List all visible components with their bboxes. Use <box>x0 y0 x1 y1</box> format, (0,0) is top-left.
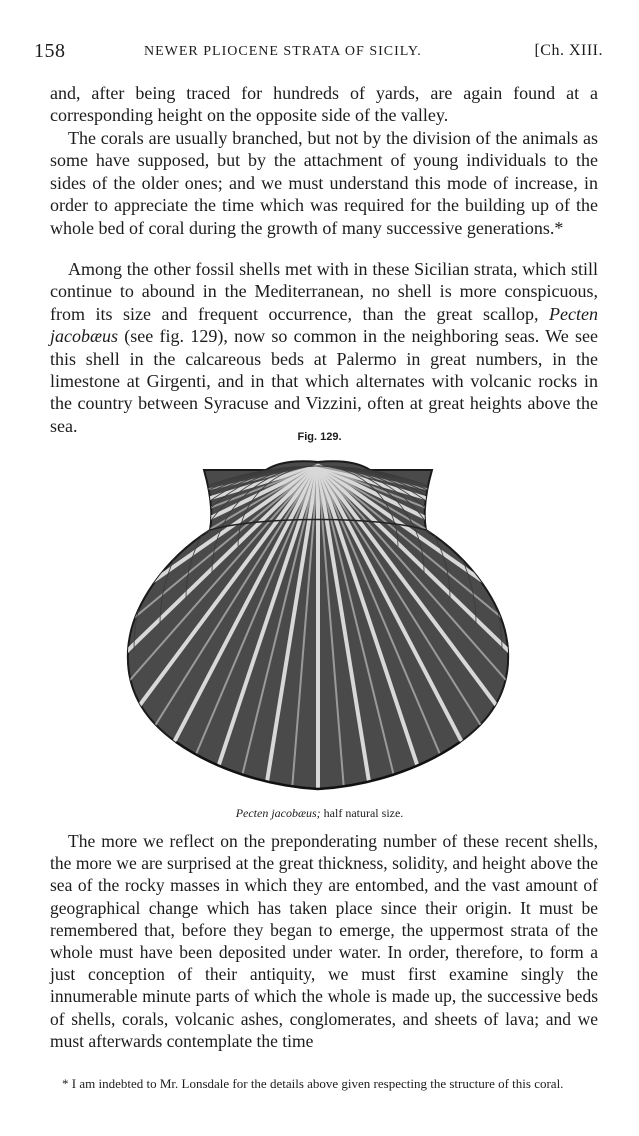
paragraph-corals: The corals are usually branched, but not by the division of the animals as some have supposed, but by the attachment of young individuals to the sides of the older ones; and we must understand this mode of increase, in order to appreciate the time which was required for the building up of the whole bed of coral during the growth of many successive generations.* <box>50 128 598 238</box>
chapter-label: [Ch. XIII. <box>534 42 603 59</box>
paragraph-pecten-text-b: (see fig. 129), now so common in the neighboring seas. We see this shell in the calcareous beds at Palermo in great numbers, in the limestone at Girgenti, and in that which alternates with volcanic rocks in the country between Syracuse and Vizzini, often at great heights above the sea. <box>50 326 598 436</box>
caption-species: Pecten jacobæus; <box>235 806 321 820</box>
caption-text: half natural size. <box>320 806 404 820</box>
running-header <box>34 40 603 64</box>
paragraph-continuation: and, after being traced for hundreds of yards, are again found at a corresponding height on the opposite side of the valley. <box>50 83 598 126</box>
figure-caption <box>0 806 639 821</box>
figure-label: Fig. 129. <box>297 431 342 443</box>
page-number: 158 <box>34 40 66 62</box>
running-title: NEWER PLIOCENE STRATA OF SICILY. <box>144 44 422 59</box>
paragraph-pecten <box>50 258 598 437</box>
paragraph-reflection: The more we reflect on the preponderating number of these recent shells, the more we are surprised at the great thickness, solidity, and height above the sea of the rocky masses in which they are entombed, and the vast amount of geographical change which has taken place since their origin. It must be remembered that, before they began to emerge, the uppermost strata of the whole must have been deposited under water. In order, therefore, to form a just conception of their antiquity, we must first examine singly the innumerable minute parts of which the whole is made up, the successive beds of shells, corals, volcanic ashes, conglomerates, and sheets of lava; and we must afterwards contemplate the time <box>50 831 598 1051</box>
footnote: * I am indebted to Mr. Lonsdale for the details above given respecting the structure of this coral. <box>62 1076 564 1091</box>
species-name: Pecten jacobæus <box>50 303 598 347</box>
paragraph-pecten-text-a: Among the other fossil shells met with in these Sicilian strata, which still continue to abound in the Mediterranean, no shell is more conspicuous, from its size and frequent occurrence, than the great scallop, <box>50 259 598 324</box>
scallop-shell-illustration <box>118 446 518 796</box>
